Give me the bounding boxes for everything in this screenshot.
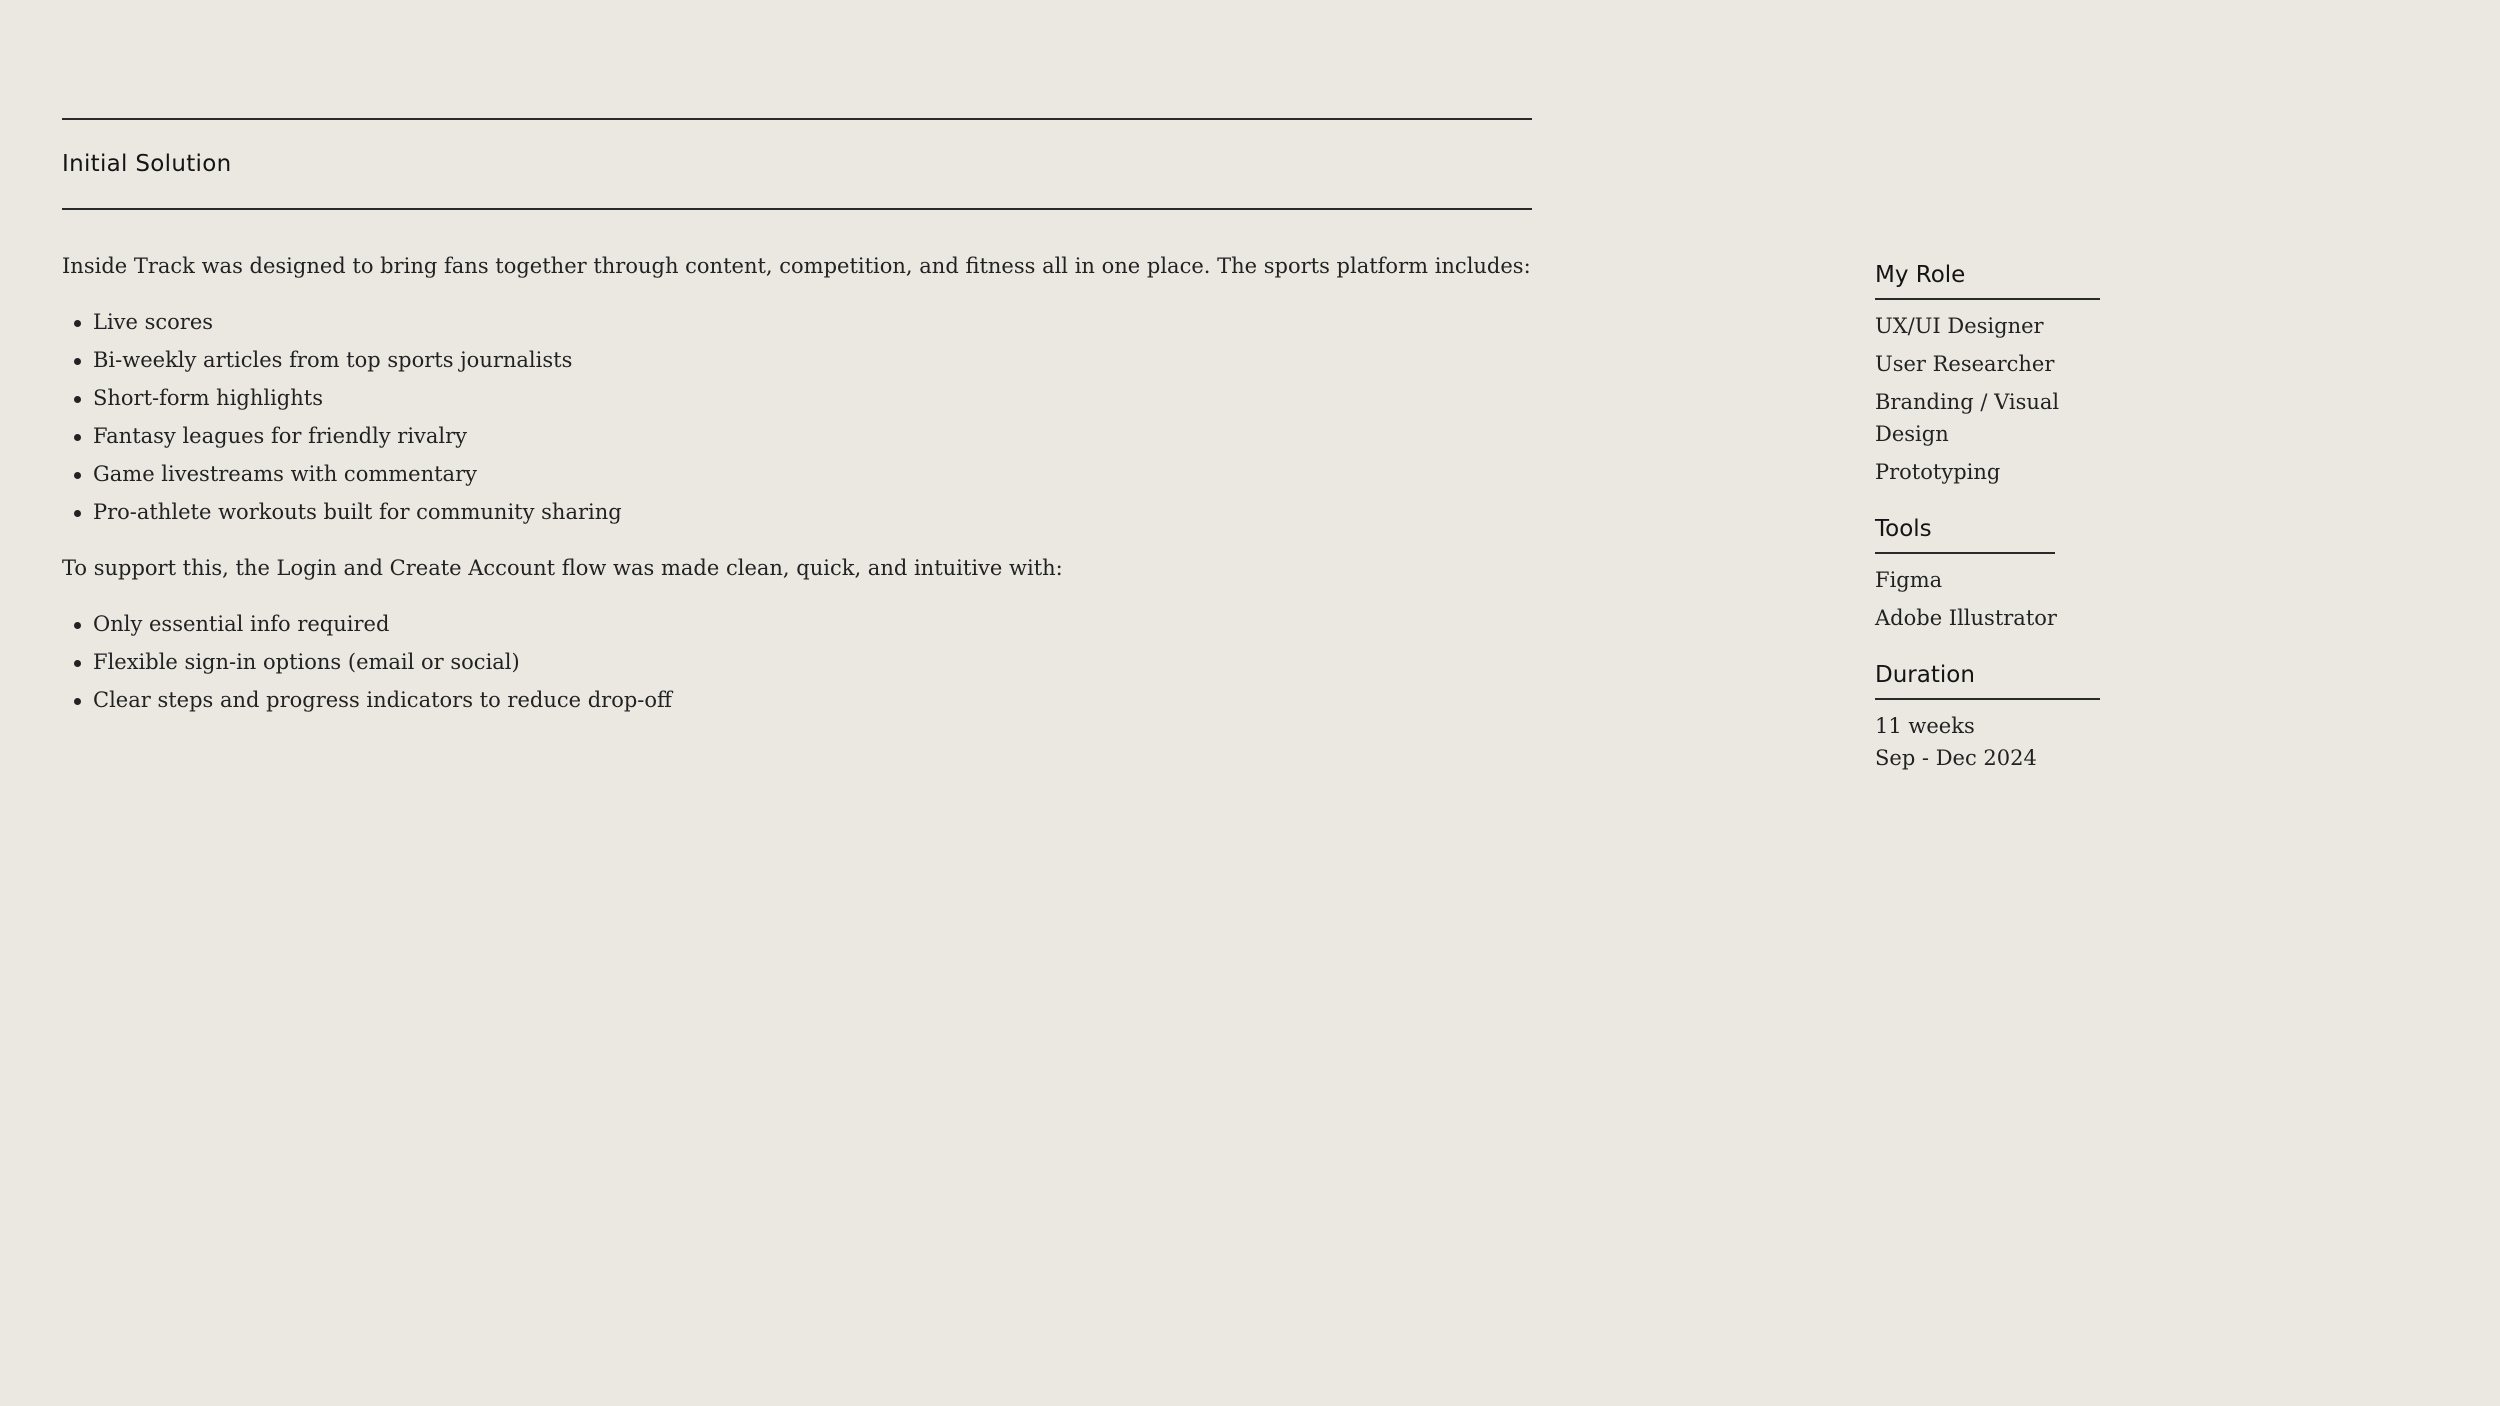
role-item: Prototyping xyxy=(1875,460,2001,484)
bottom-divider xyxy=(62,208,1532,210)
duration-block xyxy=(1875,658,2115,774)
list-item: Pro-athlete workouts built for community sharing xyxy=(62,493,1532,531)
role-item: Branding / Visual Design xyxy=(1875,390,2060,446)
list-item: Short-form highlights xyxy=(62,379,1532,417)
role-block xyxy=(1875,258,2115,488)
role-item: User Researcher xyxy=(1875,352,2055,376)
tools-block xyxy=(1875,512,2115,634)
main-content xyxy=(62,118,1532,719)
tool-item: Adobe Illustrator xyxy=(1875,606,2057,630)
list-item: Only essential info required xyxy=(62,605,1532,643)
list-item: Fantasy leagues for friendly rivalry xyxy=(62,417,1532,455)
project-details-sidebar xyxy=(1875,258,2115,798)
duration-length: 11 weeks xyxy=(1875,714,1975,738)
tools-heading: Tools xyxy=(1875,512,2055,554)
support-paragraph: To support this, the Login and Create Account flow was made clean, quick, and intuitive with: xyxy=(62,556,1063,580)
tool-item: Figma xyxy=(1875,568,1943,592)
duration-heading: Duration xyxy=(1875,658,2100,700)
intro-paragraph: Inside Track was designed to bring fans together through content, competition, and fitness all in one place. The sports platform includes: xyxy=(62,254,1531,278)
role-list xyxy=(1875,310,2115,488)
tools-list xyxy=(1875,564,2115,634)
section-body xyxy=(62,247,1532,719)
section-title: Initial Solution xyxy=(62,151,232,177)
list-item: Clear steps and progress indicators to reduce drop-off xyxy=(62,681,1532,719)
flow-points-list xyxy=(62,605,1532,719)
list-item: Flexible sign-in options (email or social) xyxy=(62,643,1532,681)
list-item: Bi-weekly articles from top sports journalists xyxy=(62,341,1532,379)
list-item: Live scores xyxy=(62,303,1532,341)
role-item: UX/UI Designer xyxy=(1875,314,2044,338)
role-heading: My Role xyxy=(1875,258,2100,300)
duration-details xyxy=(1875,710,2115,774)
list-item: Game livestreams with commentary xyxy=(62,455,1532,493)
features-list xyxy=(62,303,1532,531)
duration-dates: Sep - Dec 2024 xyxy=(1875,746,2037,770)
